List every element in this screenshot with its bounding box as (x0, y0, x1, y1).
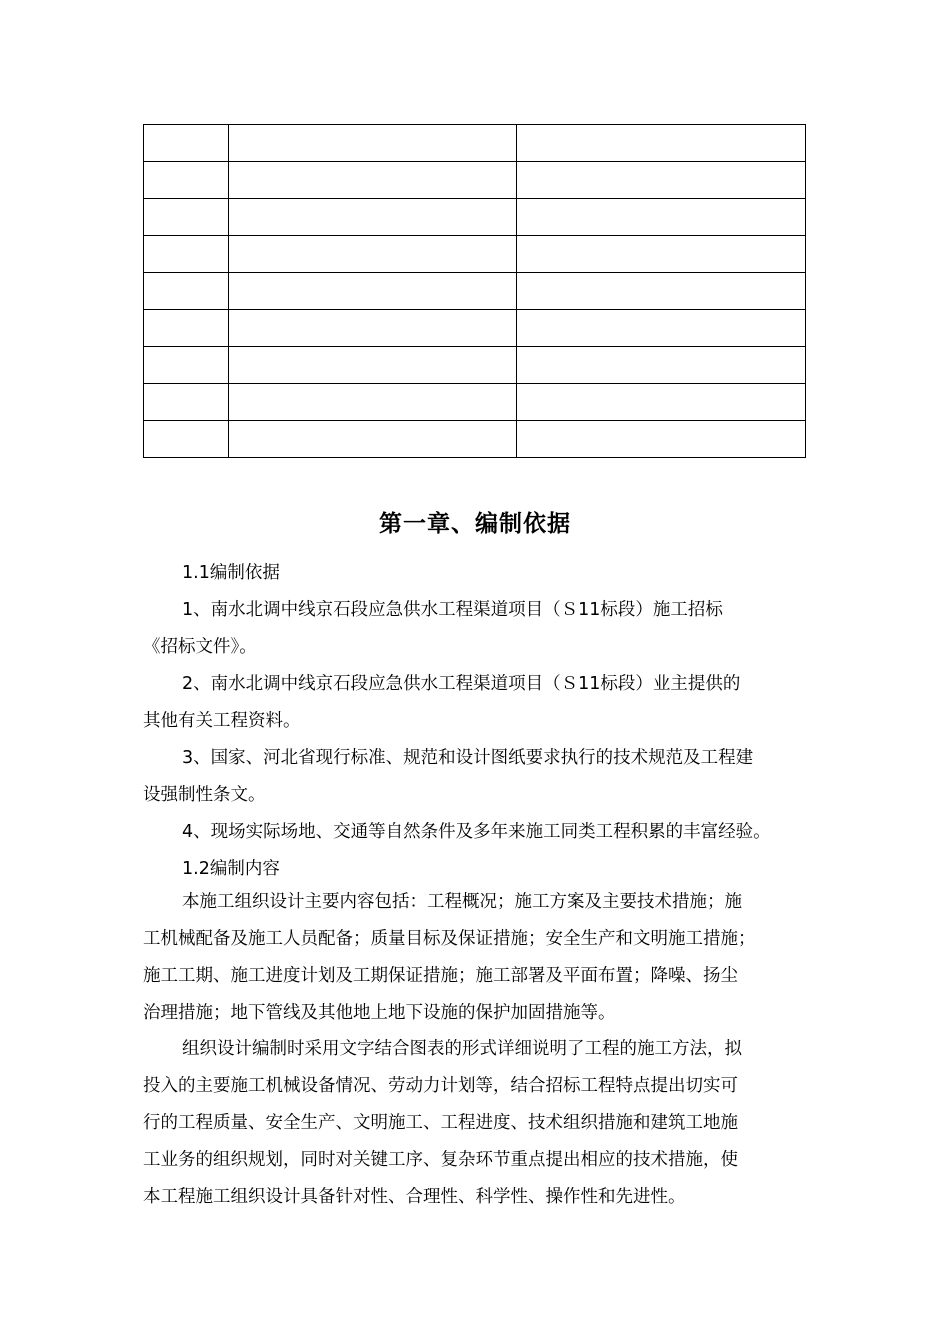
table-cell (144, 347, 229, 384)
table-cell (144, 199, 229, 236)
table-cell (517, 421, 806, 458)
table-cell (144, 236, 229, 273)
text-line: 2、南水北调中线京石段应急供水工程渠道项目（Ｓ11标段）业主提供的 (182, 674, 741, 694)
table-cell (517, 310, 806, 347)
table-cell (229, 273, 517, 310)
table-cell (517, 347, 806, 384)
table-row (144, 384, 806, 421)
table-cell (517, 236, 806, 273)
blank-table (143, 124, 806, 458)
text-line: 1.1编制依据 (182, 563, 280, 583)
table-cell (229, 125, 517, 162)
table-cell (229, 310, 517, 347)
text-line: 其他有关工程资料。 (143, 711, 301, 731)
table-cell (144, 125, 229, 162)
table-cell (144, 384, 229, 421)
table-cell (229, 384, 517, 421)
table-row (144, 199, 806, 236)
table-row (144, 273, 806, 310)
text-line: 本工程施工组织设计具备针对性、合理性、科学性、操作性和先进性。 (143, 1187, 686, 1207)
text-line: 行的工程质量、安全生产、文明施工、工程进度、技术组织措施和建筑工地施 (143, 1113, 738, 1133)
table-cell (229, 199, 517, 236)
text-line: 投入的主要施工机械设备情况、劳动力计划等，结合招标工程特点提出切实可 (143, 1076, 738, 1096)
table-cell (144, 162, 229, 199)
text-line: 组织设计编制时采用文字结合图表的形式详细说明了工程的施工方法，拟 (182, 1039, 742, 1059)
table-cell (144, 310, 229, 347)
text-line: 设强制性条文。 (143, 785, 266, 805)
text-line: 工机械配备及施工人员配备；质量目标及保证措施；安全生产和文明施工措施； (143, 929, 756, 949)
table-cell (517, 162, 806, 199)
table-cell (144, 273, 229, 310)
text-line: 治理措施；地下管线及其他地上地下设施的保护加固措施等。 (143, 1003, 616, 1023)
table-row (144, 421, 806, 458)
text-line: 4、现场实际场地、交通等自然条件及多年来施工同类工程积累的丰富经验。 (182, 822, 771, 842)
table-cell (229, 162, 517, 199)
table-row (144, 310, 806, 347)
table-cell (517, 273, 806, 310)
table-cell (517, 384, 806, 421)
text-line: 1、南水北调中线京石段应急供水工程渠道项目（Ｓ11标段）施工招标 (182, 600, 723, 620)
table-cell (229, 347, 517, 384)
text-line: 3、国家、河北省现行标准、规范和设计图纸要求执行的技术规范及工程建 (182, 748, 754, 768)
table-row (144, 236, 806, 273)
table-row (144, 347, 806, 384)
chapter-title: 第一章、编制依据 (379, 511, 571, 537)
text-line: 本施工组织设计主要内容包括：工程概况；施工方案及主要技术措施；施 (182, 892, 742, 912)
table-cell (517, 125, 806, 162)
table-cell (229, 421, 517, 458)
text-line: 1.2编制内容 (182, 859, 280, 879)
text-line: 工业务的组织规划，同时对关键工序、复杂环节重点提出相应的技术措施，使 (143, 1150, 738, 1170)
table-row (144, 125, 806, 162)
text-line: 施工工期、施工进度计划及工期保证措施；施工部署及平面布置；降噪、扬尘 (143, 966, 738, 986)
table-row (144, 162, 806, 199)
table-cell (229, 236, 517, 273)
text-line: 《招标文件》。 (143, 637, 257, 657)
table-cell (144, 421, 229, 458)
table-cell (517, 199, 806, 236)
